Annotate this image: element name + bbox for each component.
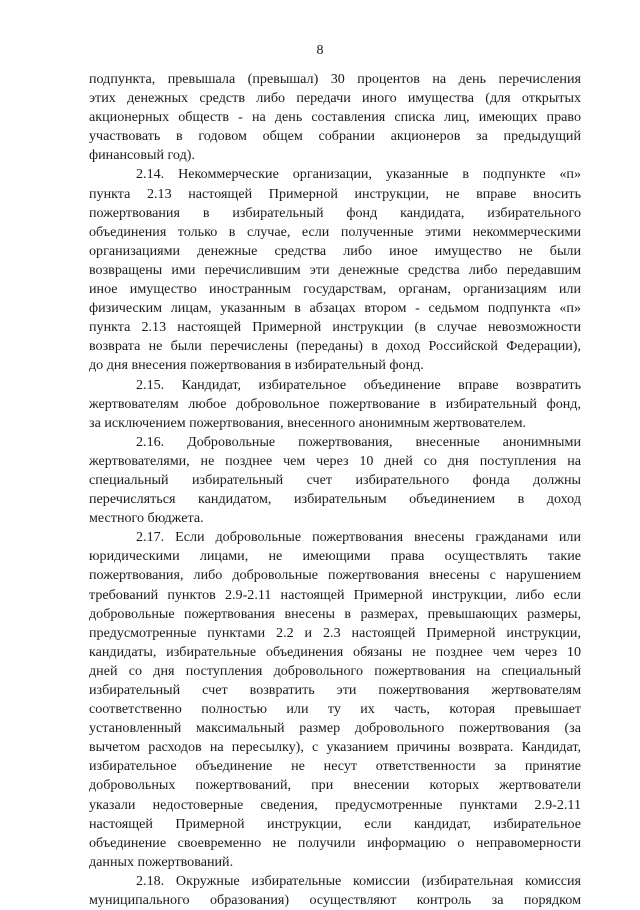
- text-line: 2.16. Добровольные пожертвования, внесенные анонимными: [136, 433, 581, 450]
- text-line: 2.18. Окружные избирательные комиссии (избирательная комиссия: [136, 872, 581, 889]
- page-number: 8: [316, 43, 324, 58]
- text-line: пожертвования, либо добровольные пожертвования внесены с нарушением: [89, 567, 581, 584]
- text-line: пункта 2.13 настоящей Примерной инструкции, не вправе вносить: [89, 185, 581, 202]
- text-line: возвращены ими перечислившим эти денежные средства либо передавшим: [89, 261, 581, 278]
- text-line: этих денежных средств либо передачи иного имущества (для открытых: [89, 90, 581, 107]
- paragraph-2-14: [89, 165, 581, 375]
- text-line: жертвователями, не позднее чем через 10 дней со дня поступления на: [89, 452, 581, 469]
- text-line: подпункта, превышала (превышал) 30 процентов на день перечисления: [89, 71, 581, 87]
- paragraph-2-15: [89, 376, 581, 433]
- text-line: юридическими лицами, не имеющими права осуществлять такие: [89, 548, 581, 565]
- text-line: муниципального образования) осуществляют контроль за порядком: [89, 892, 581, 909]
- text-line: организациями денежные средства либо иное имущество не были: [89, 242, 581, 259]
- paragraph-2-18: [89, 872, 581, 910]
- text-line: объединения только в случае, если полученные этими некоммерческими: [89, 223, 581, 240]
- text-line: за исключением пожертвования, внесенного анонимным жертвователем.: [89, 414, 527, 431]
- text-line: вычетом расходов на пересылку), с указанием причины возврата. Кандидат,: [89, 739, 581, 756]
- document-body: [89, 70, 581, 910]
- text-line: местного бюджета.: [89, 510, 204, 527]
- text-line: избирательный счет возвратить эти пожертвования жертвователям: [89, 682, 581, 698]
- text-line: до дня внесения пожертвования в избирательный фонд.: [89, 357, 424, 374]
- text-line: 2.14. Некоммерческие организации, указанные в подпункте «п»: [136, 166, 581, 183]
- text-line: иное имущество иностранным государствам, органам, организациям или: [89, 281, 581, 298]
- text-line: 2.15. Кандидат, избирательное объединение вправе возвратить: [136, 376, 581, 393]
- paragraph-2-17: [89, 528, 581, 872]
- text-line: данных пожертвований.: [89, 853, 234, 870]
- text-line: настоящей Примерной инструкции, если кандидат, избирательное: [89, 815, 581, 832]
- text-line: добровольных пожертвований, при внесении которых жертвователи: [89, 777, 581, 794]
- text-line: перечисляться кандидатом, избирательным объединением в доход: [89, 491, 581, 508]
- text-line: физическим лицам, указанным в абзацах втором - седьмом подпункта «п»: [89, 300, 581, 317]
- text-line: кандидаты, избирательные объединения обязаны не позднее чем через 10: [89, 643, 581, 660]
- text-line: объединение своевременно не получили информацию о неправомерности: [89, 834, 581, 851]
- text-line: пункта 2.13 настоящей Примерной инструкции (в случае невозможности: [89, 319, 581, 336]
- text-line: требований пунктов 2.9-2.11 настоящей Примерной инструкции, либо если: [89, 586, 581, 603]
- text-line: 2.17. Если добровольные пожертвования внесены гражданами или: [136, 529, 581, 546]
- text-line: предусмотренные пунктами 2.2 и 2.3 настоящей Примерной инструкции,: [89, 624, 581, 641]
- text-line: дней со дня поступления добровольного пожертвования на специальный: [89, 662, 581, 679]
- text-line: возврата не были перечислены (переданы) в доход Российской Федерации),: [89, 338, 581, 355]
- text-line: участвовать в годовом общем собрании акционеров за предыдущий: [89, 128, 581, 145]
- text-line: соответственно полностью или ту их часть, которая превышает: [89, 701, 581, 718]
- text-line: установленный максимальный размер добровольного пожертвования (за: [89, 720, 581, 737]
- paragraph-2-16: [89, 433, 581, 528]
- text-line: финансовый год).: [89, 147, 195, 164]
- text-line: избирательное объединение не несут ответственности за принятие: [89, 758, 581, 775]
- text-line: добровольные пожертвования внесены в размерах, превышающих размеры,: [89, 605, 581, 622]
- text-line: пожертвования в избирательный фонд кандидата, избирательного: [89, 204, 581, 221]
- text-line: специальный избирательный счет избирательного фонда должны: [89, 471, 581, 488]
- text-line: указали недостоверные сведения, предусмотренные пунктами 2.9-2.11: [89, 796, 581, 813]
- text-line: жертвователям любое добровольное пожертвование в избирательный фонд,: [89, 395, 581, 412]
- paragraph-continuation: [89, 70, 581, 165]
- text-line: акционерных обществ - на день составления списка лиц, имеющих право: [89, 109, 581, 126]
